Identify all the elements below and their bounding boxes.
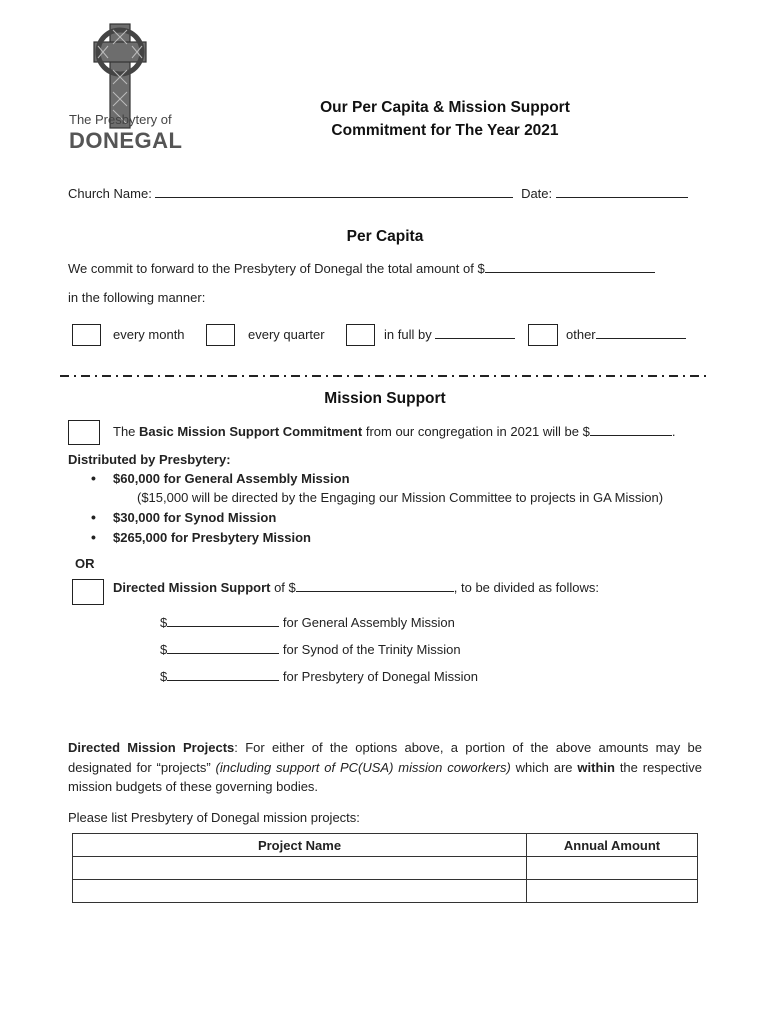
currency-sign: $: [160, 642, 168, 657]
table-row: [73, 880, 698, 903]
dashed-divider: [60, 374, 710, 378]
directed-post-text: , to be divided as follows:: [453, 580, 600, 595]
projects-note-text-1: : For either of the options above, a portion of the above amounts may be designated for “projects”: [68, 740, 702, 775]
split-row-synod: [160, 642, 461, 657]
basic-end-text: .: [671, 424, 676, 439]
split-row-ga: [160, 615, 455, 630]
table-header-row: [73, 834, 698, 857]
per-capita-commit-row: [68, 261, 655, 276]
bullet-ga-mission: • $60,000 for General Assembly Mission: [113, 471, 350, 486]
or-label: OR: [75, 556, 95, 571]
projects-note-bold-2: within: [577, 759, 615, 775]
presbytery-amount-field[interactable]: [167, 669, 279, 681]
directed-mission-checkbox[interactable]: [72, 579, 104, 605]
project-name-header: Project Name: [73, 834, 527, 857]
church-name-label: Church Name:: [68, 186, 152, 201]
split-row-presbytery: [160, 669, 478, 684]
logo-text-presbytery: The Presbytery of: [69, 112, 172, 127]
in-full-row: [384, 327, 515, 342]
directed-of-text: of $: [270, 580, 296, 595]
title-line-1: Our Per Capita & Mission Support: [320, 99, 570, 116]
in-full-label: in full by: [384, 327, 432, 342]
commit-text: We commit to forward to the Presbytery of Donegal the total amount of $: [68, 261, 485, 276]
annual-amount-header: Annual Amount: [527, 834, 698, 857]
project-name-cell[interactable]: [73, 857, 527, 880]
projects-note-bold: Directed Mission Projects: [68, 740, 235, 755]
other-label: other: [566, 327, 596, 342]
church-name-field[interactable]: [155, 186, 513, 198]
bullet-synod-mission: • $30,000 for Synod Mission: [113, 510, 276, 525]
page-title: [230, 96, 660, 142]
bullet-note: ($15,000 will be directed by the Engaging our Mission Committee to projects in GA Mission): [137, 490, 664, 505]
per-capita-amount-field[interactable]: [485, 261, 655, 273]
projects-table: [72, 833, 698, 903]
projects-note-text-2: which are: [510, 759, 578, 775]
other-row: [566, 327, 686, 342]
directed-mission-amount-field[interactable]: [296, 580, 454, 592]
every-quarter-checkbox[interactable]: [206, 324, 235, 346]
other-checkbox[interactable]: [528, 324, 558, 346]
annual-amount-cell[interactable]: [527, 857, 698, 880]
per-capita-heading: Per Capita: [346, 228, 424, 245]
date-field[interactable]: [556, 186, 688, 198]
every-month-label: every month: [113, 327, 185, 342]
logo-text-donegal: DONEGAL: [69, 128, 183, 153]
bullet-presbytery-mission: • $265,000 for Presbytery Mission: [113, 530, 311, 545]
directed-mission-label: Directed Mission Support: [113, 580, 271, 595]
basic-mission-checkbox[interactable]: [68, 420, 100, 445]
basic-mission-amount-field[interactable]: [590, 424, 672, 436]
currency-sign: $: [160, 669, 168, 684]
basic-commitment-label: Basic Mission Support Commitment: [139, 424, 363, 439]
annual-amount-cell[interactable]: [527, 880, 698, 903]
project-name-cell[interactable]: [73, 880, 527, 903]
projects-list-prompt: Please list Presbytery of Donegal mission projects:: [68, 810, 360, 825]
split-ga-label: for General Assembly Mission: [282, 615, 455, 630]
in-full-date-field[interactable]: [435, 327, 515, 339]
title-line-2: Commitment for The Year 2021: [331, 122, 559, 139]
every-quarter-label: every quarter: [248, 327, 325, 342]
basic-post-text: from our congregation in 2021 will be $: [362, 424, 590, 439]
mission-support-heading: Mission Support: [324, 390, 446, 407]
projects-note-text-3: the respective mission budgets of these governing bodies.: [68, 759, 702, 794]
table-row: [73, 857, 698, 880]
projects-note-italic: (including support of PC(USA) mission coworkers): [215, 759, 511, 775]
church-name-row: [68, 186, 688, 201]
basic-pre-text: The: [113, 424, 140, 439]
other-field[interactable]: [596, 327, 686, 339]
manner-text: in the following manner:: [68, 290, 206, 305]
every-month-checkbox[interactable]: [72, 324, 101, 346]
synod-amount-field[interactable]: [167, 642, 279, 654]
directed-projects-paragraph: [68, 738, 702, 797]
in-full-checkbox[interactable]: [346, 324, 375, 346]
directed-mission-row: [113, 580, 599, 595]
split-presbytery-label: for Presbytery of Donegal Mission: [282, 669, 478, 684]
date-label: Date:: [521, 186, 553, 201]
distributed-label: Distributed by Presbytery:: [68, 452, 231, 467]
basic-mission-row: [113, 424, 675, 439]
currency-sign: $: [160, 615, 168, 630]
ga-amount-field[interactable]: [167, 615, 279, 627]
split-synod-label: for Synod of the Trinity Mission: [282, 642, 461, 657]
